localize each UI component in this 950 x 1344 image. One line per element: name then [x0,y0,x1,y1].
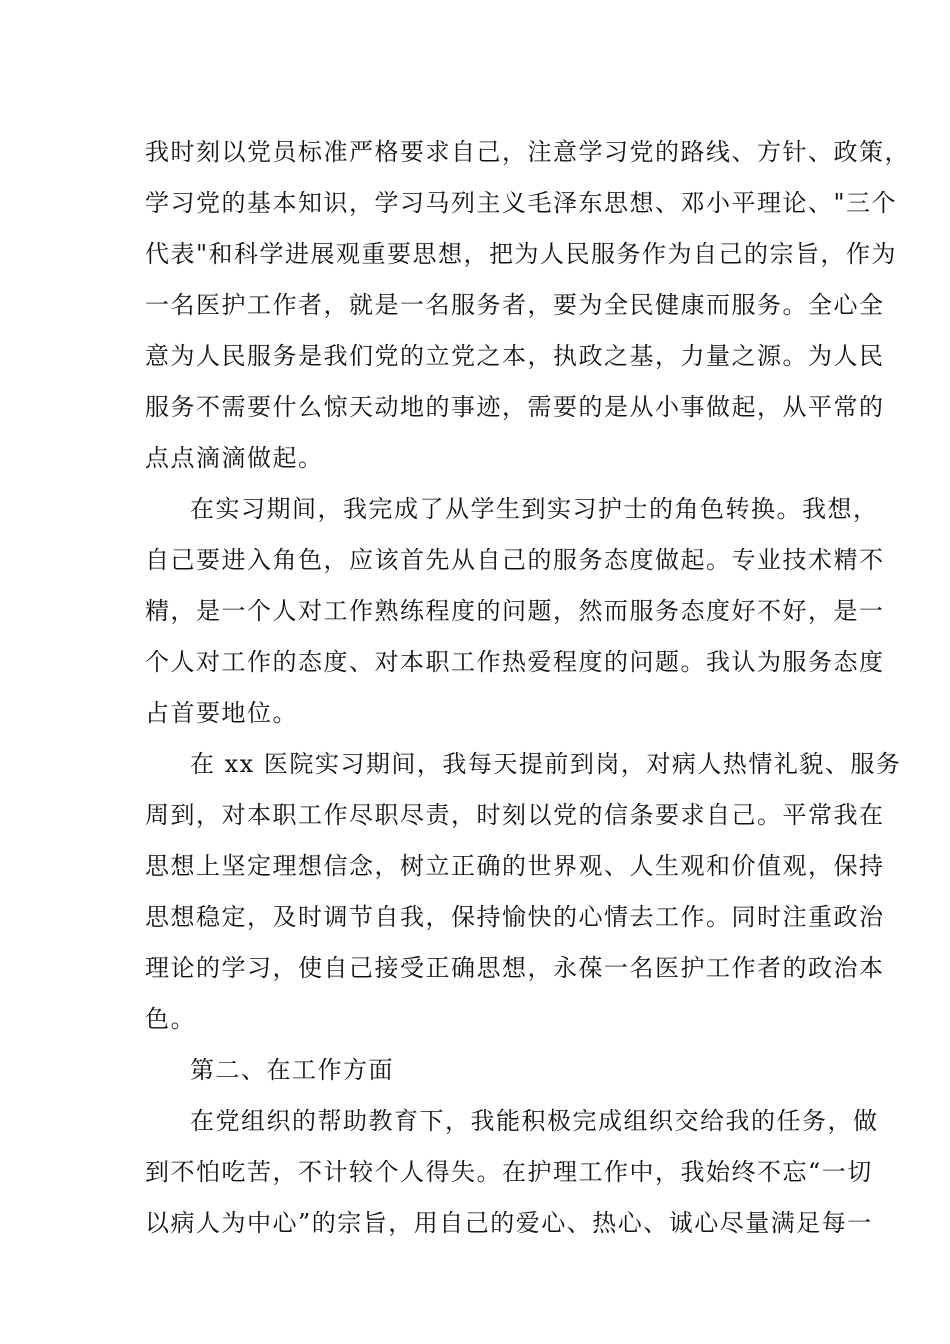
text-line: 色。 [145,1005,196,1033]
text-line: 点点滴滴做起。 [145,444,324,472]
paragraph-first-line: 在党组织的帮助教育下，我能积极完成组织交给我的任务，做 [190,1107,879,1135]
text-line: 我时刻以党员标准严格要求自己，注意学习党的路线、方针、政策， [145,138,910,166]
text-line: 学习党的基本知识，学习马列主义毛泽东思想、邓小平理论、"三个 [145,189,898,217]
text-line: 一名医护工作者，就是一名服务者，要为全民健康而服务。全心全 [145,291,885,319]
text-line: 到不怕吃苦，不计较个人得失。在护理工作中，我始终不忘“一切 [145,1158,873,1186]
text-line: 以病人为中心”的宗旨，用自己的爱心、热心、诚心尽量满足每一 [145,1209,873,1237]
text-line: 意为人民服务是我们党的立党之本，执政之基，力量之源。为人民 [145,342,885,370]
paragraph-first-line: 在 xx 医院实习期间，我每天提前到岗，对病人热情礼貌、服务 [190,750,902,778]
text-line: 服务不需要什么惊天动地的事迹，需要的是从小事做起，从平常的 [145,393,885,421]
text-line: 自己要进入角色，应该首先从自己的服务态度做起。专业技术精不 [145,546,885,574]
paragraph-first-line: 在实习期间，我完成了从学生到实习护士的角色转换。我想， [190,495,879,523]
text-line: 代表"和科学进展观重要思想，把为人民服务作为自己的宗旨，作为 [145,240,898,268]
text-line: 周到，对本职工作尽职尽责，时刻以党的信条要求自己。平常我在 [145,801,885,829]
text-line: 思想稳定，及时调节自我，保持愉快的心情去工作。同时注重政治 [145,903,885,931]
section-heading: 第二、在工作方面 [190,1056,394,1084]
text-line: 精，是一个人对工作熟练程度的问题，然而服务态度好不好，是一 [145,597,885,625]
text-line: 个人对工作的态度、对本职工作热爱程度的问题。我认为服务态度 [145,648,885,676]
text-line: 占首要地位。 [145,699,298,727]
text-line: 理论的学习，使自己接受正确思想，永葆一名医护工作者的政治本 [145,954,885,982]
text-line: 思想上坚定理想信念，树立正确的世界观、人生观和价值观，保持 [145,852,885,880]
